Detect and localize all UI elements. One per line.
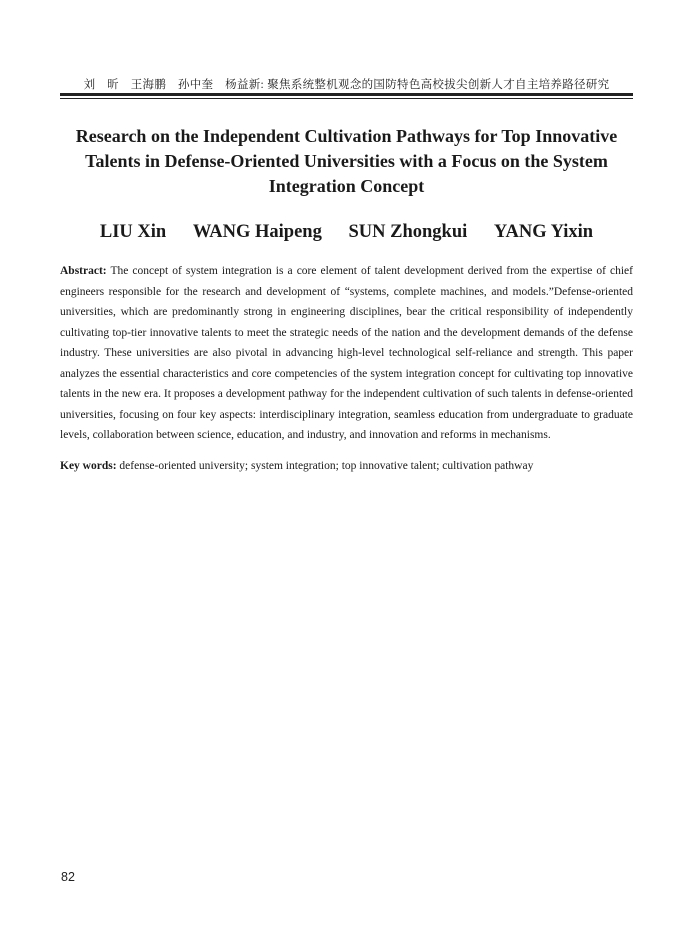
abstract-label: Abstract:	[60, 265, 107, 277]
keywords-label: Key words:	[60, 460, 117, 472]
author-list	[60, 222, 633, 243]
author-name: WANG Haipeng	[192, 222, 322, 242]
header-rule-thick	[60, 93, 633, 96]
author-name: LIU Xin	[99, 222, 167, 242]
keywords-paragraph	[60, 456, 633, 477]
keywords-text: defense-oriented university; system integration; top innovative talent; cultivation pathway	[119, 460, 534, 472]
author-name: SUN Zhongkui	[348, 222, 468, 242]
page-number: 82	[61, 870, 75, 884]
abstract-paragraph	[60, 261, 633, 446]
running-head: 刘 昕 王海鹏 孙中奎 杨益新: 聚焦系统整机观念的国防特色高校拔尖创新人才自主培养路径研究	[83, 79, 610, 91]
paper-title: Research on the Independent Cultivation Pathways for Top Innovative Talents in Defense-Oriented Universities with a Focus on the System Integration Concept	[75, 126, 618, 196]
abstract-text: The concept of system integration is a core element of talent development derived from the expertise of chief engineers responsible for the research and development of “systems, complete machines, and models.”Defense-oriented universities, which are predominantly strong in engineering disciplines, bear the critical responsibility of independently cultivating top-tier innovative talents to meet the strategic needs of the nation and the development demands of the defense industry. These universities are also pivotal in advancing high-level technological self-reliance and strength. This paper analyzes the essential characteristics and core competencies of the system integration concept for cultivating top innovative talents in the new era. It proposes a development pathway for the independent cultivation of such talents in defense-oriented universities, focusing on four key aspects: interdisciplinary integration, seamless education from undergraduate to graduate levels, collaboration between science, education, and industry, and innovation and reforms in mechanisms.	[60, 265, 633, 441]
header-rule-thin	[60, 98, 633, 99]
author-name: YANG Yixin	[493, 222, 594, 242]
